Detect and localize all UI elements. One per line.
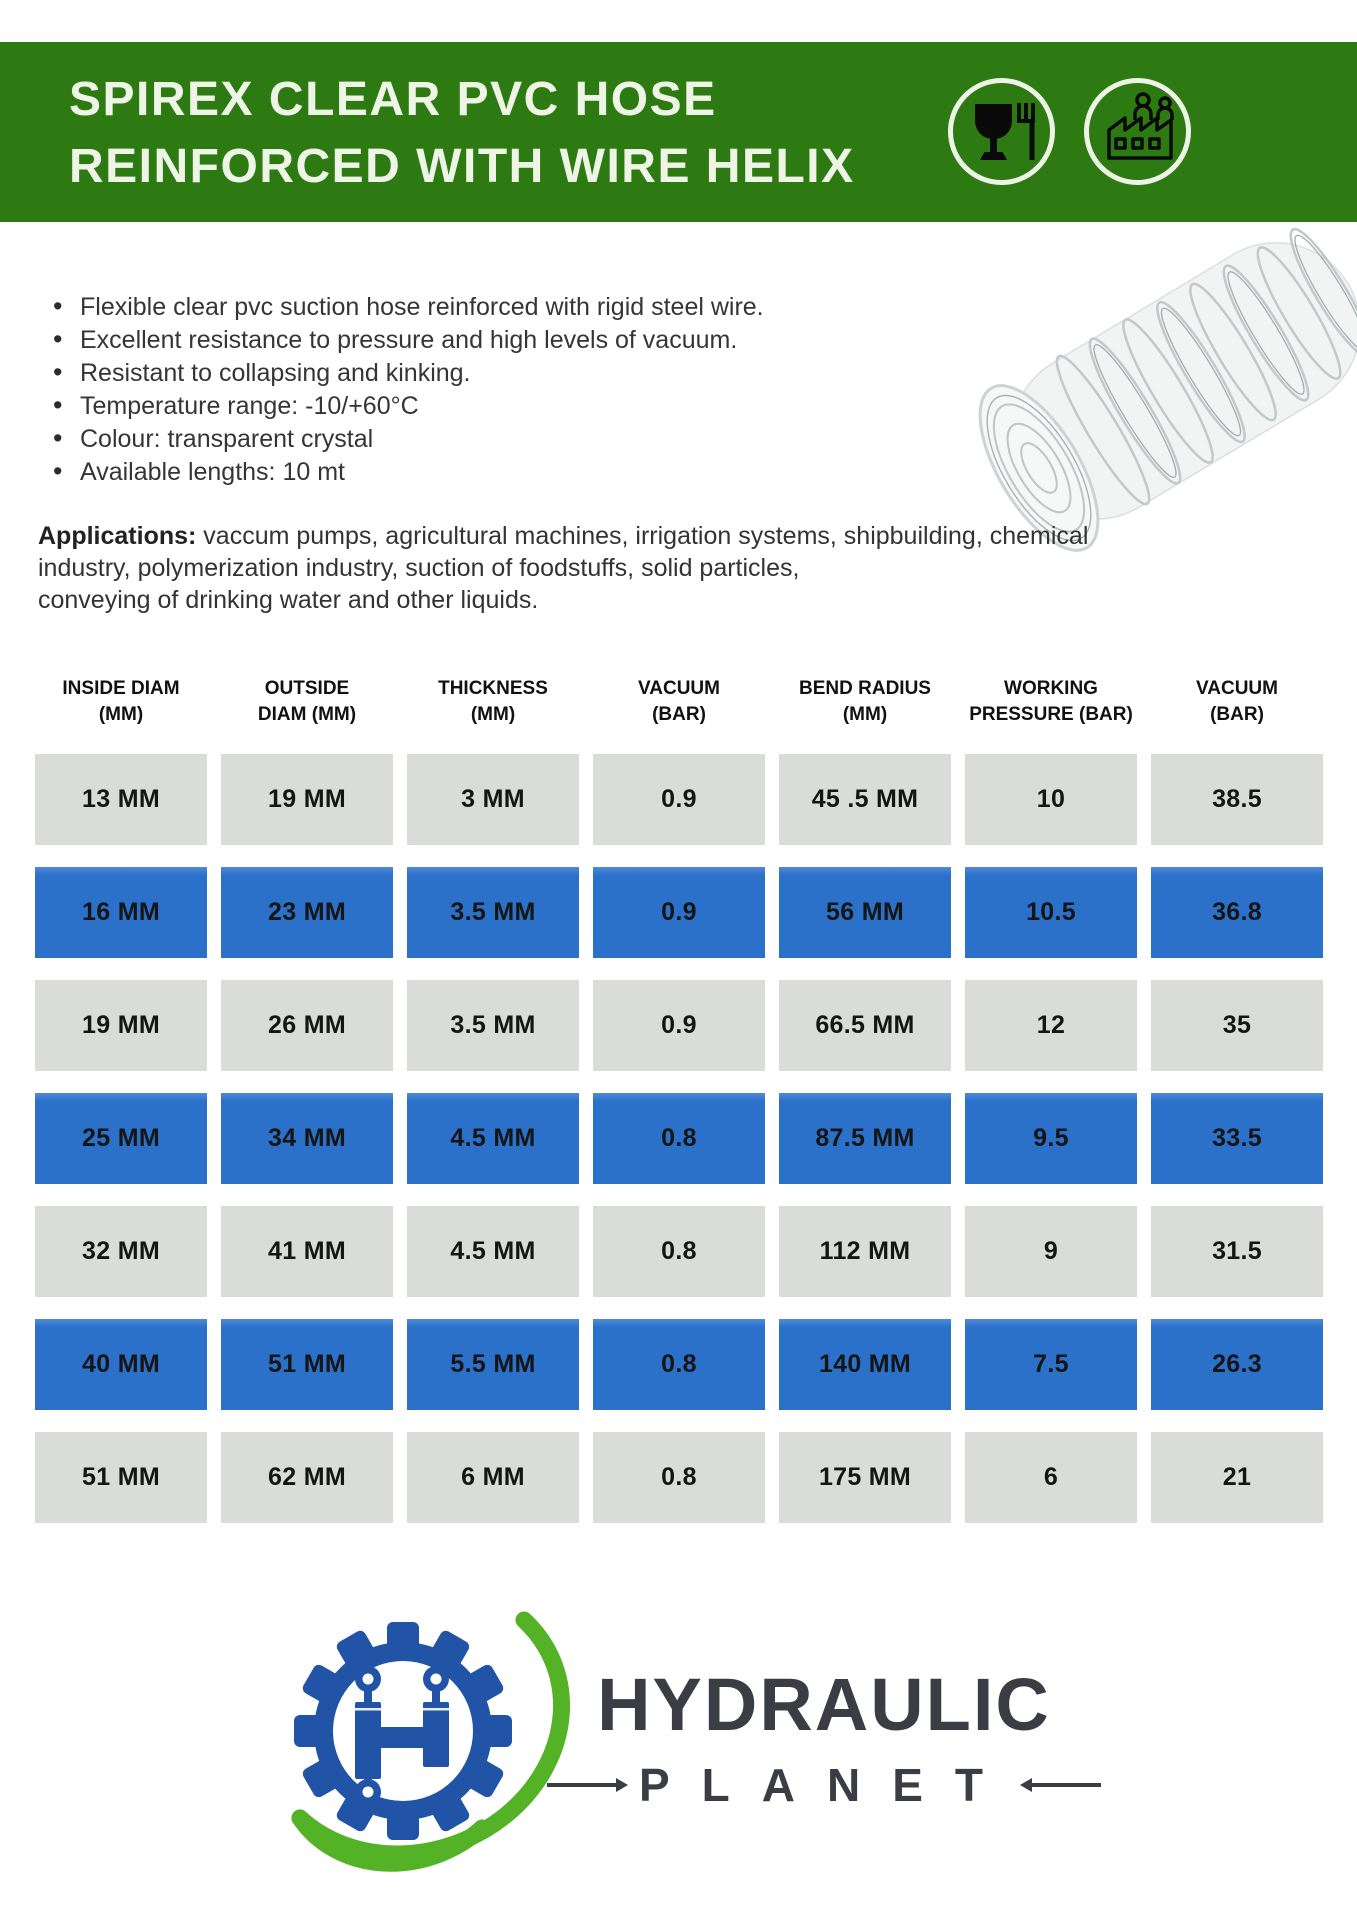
table-cell: 35 bbox=[1151, 980, 1323, 1071]
column-header-line: (BAR) bbox=[1210, 704, 1264, 725]
factory-glyph bbox=[1109, 94, 1172, 158]
table-cell: 51 MM bbox=[35, 1432, 207, 1523]
table-row bbox=[35, 867, 1323, 958]
table-cell: 9 bbox=[965, 1206, 1137, 1297]
table-row bbox=[35, 1432, 1323, 1523]
brand-subtitle: PLANET bbox=[639, 1759, 1015, 1811]
column-header bbox=[1151, 676, 1323, 728]
table-cell: 40 MM bbox=[35, 1319, 207, 1410]
table-row bbox=[35, 1206, 1323, 1297]
table-cell: 0.8 bbox=[593, 1432, 765, 1523]
table-cell: 62 MM bbox=[221, 1432, 393, 1523]
hose-photo bbox=[935, 205, 1357, 560]
table-cell: 10 bbox=[965, 754, 1137, 845]
table-cell: 36.8 bbox=[1151, 867, 1323, 958]
column-header bbox=[779, 676, 951, 728]
table-cell: 0.9 bbox=[593, 867, 765, 958]
feature-item: • Flexible clear pvc suction hose reinforced with rigid steel wire. bbox=[80, 291, 764, 324]
table-cell: 0.8 bbox=[593, 1093, 765, 1184]
table-cell: 19 MM bbox=[35, 980, 207, 1071]
table-cell: 33.5 bbox=[1151, 1093, 1323, 1184]
table-cell: 38.5 bbox=[1151, 754, 1323, 845]
column-header-line: DIAM (MM) bbox=[257, 704, 357, 725]
feature-item: • Available lengths: 10 mt bbox=[80, 456, 764, 489]
table-cell: 140 MM bbox=[779, 1319, 951, 1410]
spec-table bbox=[35, 676, 1323, 1545]
column-header-line: INSIDE DIAM bbox=[62, 678, 180, 699]
applications-line2: industry, polymerization industry, suction of foodstuffs, solid particles, bbox=[38, 554, 800, 582]
table-cell: 19 MM bbox=[221, 754, 393, 845]
table-cell: 41 MM bbox=[221, 1206, 393, 1297]
fork-glyph bbox=[1017, 103, 1035, 160]
table-cell: 6 MM bbox=[407, 1432, 579, 1523]
table-cell: 5.5 MM bbox=[407, 1319, 579, 1410]
feature-item: • Colour: transparent crystal bbox=[80, 423, 764, 456]
table-cell: 66.5 MM bbox=[779, 980, 951, 1071]
table-cell: 56 MM bbox=[779, 867, 951, 958]
food-safe-icon bbox=[945, 75, 1058, 188]
table-cell: 23 MM bbox=[221, 867, 393, 958]
column-header-line: (MM) bbox=[98, 704, 144, 725]
table-cell: 6 bbox=[965, 1432, 1137, 1523]
feature-item: • Resistant to collapsing and kinking. bbox=[80, 357, 764, 390]
table-cell: 31.5 bbox=[1151, 1206, 1323, 1297]
table-cell: 16 MM bbox=[35, 867, 207, 958]
applications bbox=[38, 520, 1338, 616]
table-cell: 87.5 MM bbox=[779, 1093, 951, 1184]
table-cell: 12 bbox=[965, 980, 1137, 1071]
table-cell: 10.5 bbox=[965, 867, 1137, 958]
applications-line1 bbox=[38, 520, 1338, 552]
table-cell: 25 MM bbox=[35, 1093, 207, 1184]
table-cell: 0.9 bbox=[593, 980, 765, 1071]
applications-line3: conveying of drinking water and other liquids. bbox=[38, 586, 539, 614]
table-row bbox=[35, 1319, 1323, 1410]
table-cell: 3.5 MM bbox=[407, 867, 579, 958]
page-title bbox=[69, 66, 855, 200]
column-header-line: (BAR) bbox=[652, 704, 706, 725]
table-cell: 51 MM bbox=[221, 1319, 393, 1410]
column-header-line: OUTSIDE bbox=[264, 678, 350, 699]
table-row bbox=[35, 1093, 1323, 1184]
applications-label: Applications: bbox=[38, 522, 197, 550]
brand-logo-text bbox=[548, 1664, 1100, 1812]
table-cell: 0.9 bbox=[593, 754, 765, 845]
table-row bbox=[35, 980, 1323, 1071]
table-cell: 26.3 bbox=[1151, 1319, 1323, 1410]
right-dash-icon bbox=[1031, 1783, 1101, 1787]
table-cell: 0.8 bbox=[593, 1319, 765, 1410]
header-band bbox=[0, 42, 1357, 222]
table-body bbox=[35, 754, 1323, 1523]
column-header-line: (MM) bbox=[470, 704, 516, 725]
column-header bbox=[221, 676, 393, 728]
left-dash-icon bbox=[547, 1783, 617, 1787]
column-header-line: (MM) bbox=[842, 704, 888, 725]
brand-subtitle-row bbox=[548, 1758, 1100, 1812]
table-cell: 3.5 MM bbox=[407, 980, 579, 1071]
table-cell: 175 MM bbox=[779, 1432, 951, 1523]
column-header-line: PRESSURE (BAR) bbox=[969, 704, 1133, 725]
column-header bbox=[965, 676, 1137, 728]
table-cell: 4.5 MM bbox=[407, 1093, 579, 1184]
column-header-line: THICKNESS bbox=[438, 678, 548, 699]
page-title-line2: REINFORCED WITH WIRE HELIX bbox=[69, 140, 855, 193]
feature-item: • Temperature range: -10/+60°C bbox=[80, 390, 764, 423]
table-cell: 4.5 MM bbox=[407, 1206, 579, 1297]
table-cell: 0.8 bbox=[593, 1206, 765, 1297]
column-header-line: WORKING bbox=[1004, 678, 1098, 699]
gear-logo-icon bbox=[272, 1606, 572, 1906]
features-list bbox=[80, 291, 764, 489]
column-header bbox=[407, 676, 579, 728]
glass-glyph bbox=[975, 104, 1012, 160]
column-header-line: BEND RADIUS bbox=[799, 678, 931, 699]
table-cell: 32 MM bbox=[35, 1206, 207, 1297]
table-row bbox=[35, 754, 1323, 845]
factory-icon bbox=[1081, 75, 1194, 188]
applications-line1-text: vaccum pumps, agricultural machines, irrigation systems, shipbuilding, chemical bbox=[196, 522, 1089, 550]
table-cell: 7.5 bbox=[965, 1319, 1137, 1410]
table-cell: 3 MM bbox=[407, 754, 579, 845]
column-header-line: VACUUM bbox=[638, 678, 720, 699]
table-header-row bbox=[35, 676, 1323, 728]
column-header bbox=[35, 676, 207, 728]
brand-name: HYDRAULIC bbox=[597, 1663, 1051, 1746]
table-cell: 26 MM bbox=[221, 980, 393, 1071]
table-cell: 13 MM bbox=[35, 754, 207, 845]
table-cell: 112 MM bbox=[779, 1206, 951, 1297]
column-header-line: VACUUM bbox=[1196, 678, 1278, 699]
column-header bbox=[593, 676, 765, 728]
table-cell: 9.5 bbox=[965, 1093, 1137, 1184]
feature-item: • Excellent resistance to pressure and high levels of vacuum. bbox=[80, 324, 764, 357]
page-title-line1: SPIREX CLEAR PVC HOSE bbox=[69, 73, 717, 126]
table-cell: 21 bbox=[1151, 1432, 1323, 1523]
table-cell: 45 .5 MM bbox=[779, 754, 951, 845]
table-cell: 34 MM bbox=[221, 1093, 393, 1184]
